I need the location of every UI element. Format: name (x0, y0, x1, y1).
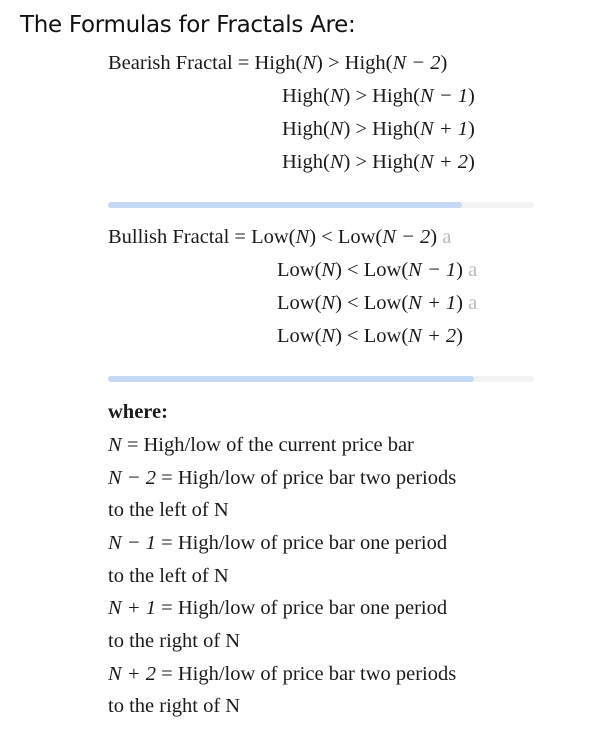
bullish-lhs: Low (277, 325, 315, 347)
bullish-lhs: Low (277, 259, 315, 281)
bearish-label: Bearish Fractal (108, 52, 233, 74)
definition-symbol: N (108, 434, 122, 456)
bearish-op: > (355, 85, 368, 107)
bullish-rhs-offset: N − 2 (382, 226, 431, 248)
definition-line (108, 565, 229, 588)
bearish-op: > (355, 151, 368, 173)
bullish-scrollbar-thumb[interactable] (108, 376, 474, 382)
bullish-lhs: Low (277, 292, 315, 314)
bullish-rhs-fn: Low (337, 226, 376, 248)
definition-text: to the left of N (108, 565, 229, 587)
bearish-line-4: High(N) > High(N + 2) (282, 151, 475, 173)
bullish-op: < (347, 325, 359, 347)
bullish-rhs-offset: N − 1 (408, 259, 457, 281)
bullish-rhs-fn: Low (363, 325, 402, 347)
page-title: The Formulas for Fractals Are: (20, 12, 356, 38)
bearish-scrollbar-thumb[interactable] (108, 202, 462, 208)
bearish-op: > (355, 118, 368, 140)
bearish-lhs: High (282, 118, 323, 140)
var-n: N (321, 259, 336, 281)
definition-symbol: N − 1 (108, 532, 157, 554)
definition-line (108, 597, 447, 620)
where-label: where: (108, 401, 168, 423)
definition-line (108, 434, 414, 457)
bullish-rhs-offset: N + 1 (408, 292, 457, 314)
bearish-rhs-offset: N + 2 (419, 151, 468, 173)
definition-text: to the right of N (108, 695, 241, 717)
bearish-line-3: High(N) > High(N + 1) (282, 118, 475, 140)
bearish-rhs-fn: High (344, 52, 386, 74)
bullish-lhs: Low (251, 226, 289, 248)
definition-line (108, 499, 229, 522)
var-n: N (329, 151, 344, 173)
bullish-scrollbar[interactable] (108, 376, 534, 382)
definition-line (108, 695, 240, 718)
bullish-line-3: Low(N) < Low(N + 1) a (277, 292, 478, 314)
bullish-op: < (347, 259, 359, 281)
bearish-line-2: High(N) > High(N − 1) (282, 85, 475, 107)
bearish-op: > (327, 52, 340, 74)
var-n: N (295, 226, 310, 248)
bullish-rhs-fn: Low (363, 259, 402, 281)
bullish-rhs-offset: N + 2 (408, 325, 457, 347)
bullish-line-4: Low(N) < Low(N + 2) (277, 325, 463, 347)
bearish-line-1: Bearish Fractal = High(N) > High(N − 2) (108, 52, 448, 74)
var-n: N (321, 325, 336, 347)
bullish-op: < (321, 226, 333, 248)
overflow-fade (512, 226, 538, 360)
definition-line (108, 630, 240, 653)
bearish-rhs-fn: High (372, 151, 414, 173)
bullish-line-2: Low(N) < Low(N − 1) a (277, 259, 478, 281)
equals-sign: = (237, 52, 250, 74)
bullish-tail: a (462, 292, 478, 314)
definition-text: = High/low of price bar one period (161, 532, 448, 554)
bearish-rhs-offset: N − 1 (419, 85, 468, 107)
bullish-op: < (347, 292, 359, 314)
definition-text: = High/low of price bar two periods (161, 467, 457, 489)
var-n: N (302, 52, 316, 74)
definition-text: = High/low of price bar two periods (161, 663, 457, 685)
bearish-lhs: High (254, 52, 296, 74)
definition-text: to the right of N (108, 630, 241, 652)
bearish-lhs: High (282, 151, 323, 173)
overflow-fade (512, 401, 538, 731)
definition-text: = High/low of the current price bar (126, 434, 414, 456)
definition-symbol: N + 2 (108, 663, 157, 685)
where-block (108, 401, 538, 731)
bearish-formula-block (108, 52, 538, 186)
definition-text: = High/low of price bar one period (161, 597, 448, 619)
bullish-tail: a (437, 226, 452, 248)
definition-symbol: N − 2 (108, 467, 157, 489)
definition-symbol: N + 1 (108, 597, 157, 619)
bearish-rhs-offset: N + 1 (419, 118, 468, 140)
bullish-formula-block (108, 226, 538, 360)
bearish-rhs-fn: High (372, 85, 414, 107)
bearish-rhs-fn: High (372, 118, 414, 140)
definition-line (108, 532, 447, 555)
definition-line (108, 663, 456, 686)
definition-line (108, 467, 456, 490)
bullish-line-1: Bullish Fractal = Low(N) < Low(N − 2) a (108, 226, 452, 248)
bullish-rhs-fn: Low (363, 292, 402, 314)
bullish-label: Bullish Fractal (108, 226, 230, 248)
bearish-lhs: High (282, 85, 323, 107)
var-n: N (321, 292, 336, 314)
overflow-fade (512, 52, 538, 186)
bullish-tail: a (462, 259, 478, 281)
definition-text: to the left of N (108, 499, 229, 521)
var-n: N (329, 85, 344, 107)
equals-sign: = (234, 226, 246, 248)
bearish-scrollbar[interactable] (108, 202, 534, 208)
bearish-rhs-offset: N − 2 (392, 52, 441, 74)
var-n: N (329, 118, 344, 140)
